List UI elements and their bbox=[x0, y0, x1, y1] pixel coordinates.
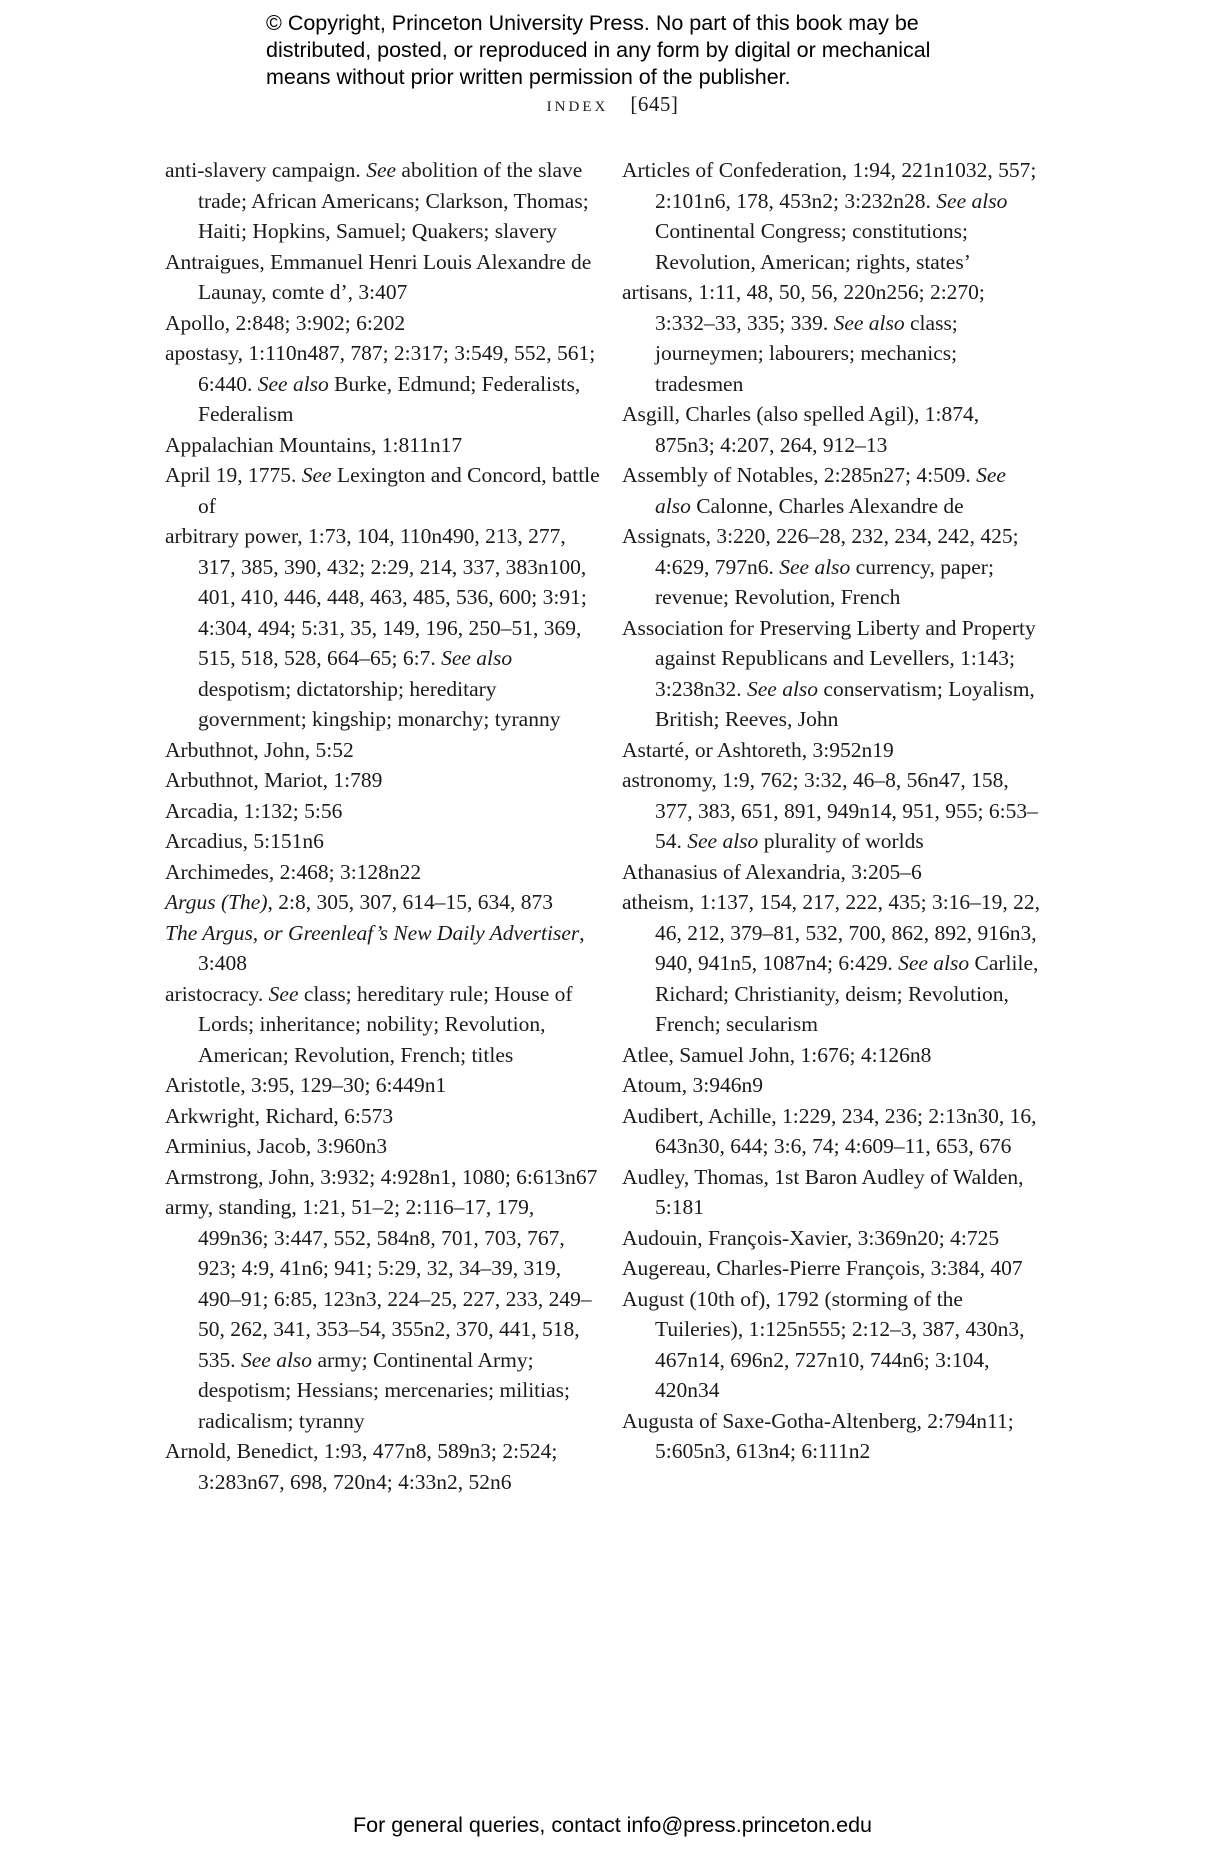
index-entry-text: Athanasius of Alexandria, 3:205–6 bbox=[622, 859, 922, 884]
index-entry bbox=[165, 735, 605, 766]
index-entry-text: astronomy, 1:9, 762; 3:32, 46–8, 56n47, 158, 377, 383, 651, 891, 949n14, 951, 955; 6:53–54. bbox=[622, 768, 1038, 853]
index-entry bbox=[165, 430, 605, 461]
index-entry bbox=[622, 1253, 1042, 1284]
index-entry bbox=[622, 521, 1042, 613]
index-entry-text: Lexington and Concord, battle of bbox=[198, 463, 600, 518]
index-entry bbox=[622, 1406, 1042, 1467]
index-entry-text: anti-slavery campaign. bbox=[165, 158, 367, 182]
index-entry bbox=[622, 887, 1042, 1040]
index-entry-italic: See also bbox=[655, 463, 1006, 518]
index-entry-text: Augereau, Charles-Pierre François, 3:384, 407 bbox=[622, 1256, 1023, 1280]
index-entry bbox=[622, 1101, 1042, 1162]
index-entry-text: Arnold, Benedict, 1:93, 477n8, 589n3; 2:524; 3:283n67, 698, 720n4; 4:33n2, 52n6 bbox=[165, 1439, 558, 1494]
index-entry-text: army, standing, 1:21, 51–2; 2:116–17, 179, 499n36; 3:447, 552, 584n8, 701, 703, 767, 923; 4:9, 41n6; 941; 5:29, 32, 34–39, 319, 490–91; 6:85, 123n3, 224–25, 227, 233, 249–50, 262, 341, 353–54, 355n2, 370, 441, 518, 535. bbox=[165, 1195, 592, 1372]
index-entry-text: conservatism; Loyalism, British; Reeves, John bbox=[655, 676, 1035, 731]
index-entry-text: Audouin, François-Xavier, 3:369n20; 4:725 bbox=[622, 1225, 1000, 1250]
index-entry bbox=[622, 399, 1042, 460]
index-entry bbox=[165, 1162, 605, 1193]
index-entry-italic: See bbox=[301, 463, 332, 487]
index-entry-italic: See also bbox=[257, 371, 329, 396]
index-entry-text: Asgill, Charles (also spelled Agil), 1:874, 875n3; 4:207, 264, 912–13 bbox=[622, 402, 980, 457]
index-entry-italic: See also bbox=[936, 188, 1008, 213]
index-entry-text: Archimedes, 2:468; 3:128n22 bbox=[165, 859, 422, 884]
index-entry-text: aristocracy. bbox=[165, 981, 269, 1006]
running-head bbox=[0, 92, 1225, 117]
index-entry-italic: See also bbox=[898, 951, 970, 975]
index-entry-text: despotism; dictatorship; hereditary government; kingship; monarchy; tyranny bbox=[198, 676, 561, 731]
index-entry bbox=[622, 460, 1042, 521]
index-entry-text: Burke, Edmund; Federalists, Federalism bbox=[198, 371, 581, 426]
index-entry-text: Carlile, Richard; Christianity, deism; Revolution, French; secularism bbox=[655, 951, 1039, 1036]
index-entry bbox=[165, 155, 605, 247]
index-entry bbox=[165, 1101, 605, 1132]
copyright-line: distributed, posted, or reproduced in any form by digital or mechanical bbox=[266, 38, 931, 62]
index-entry-text: plurality of worlds bbox=[758, 829, 924, 853]
index-entry-text: Arbuthnot, Mariot, 1:789 bbox=[165, 768, 383, 792]
index-entry-text: Calonne, Charles Alexandre de bbox=[690, 493, 964, 518]
index-entry bbox=[165, 918, 605, 979]
index-entry-text: Articles of Confederation, 1:94, 221n1032, 557; 2:101n6, 178, 453n2; 3:232n28. bbox=[622, 158, 1037, 213]
index-entry-text: class; hereditary rule; House of Lords; inheritance; nobility; Revolution, American; Revolution, French; titles bbox=[198, 981, 573, 1067]
copyright-line: © Copyright, Princeton University Press. No part of this book may be bbox=[266, 11, 919, 35]
index-entry-text: Atlee, Samuel John, 1:676; 4:126n8 bbox=[622, 1042, 932, 1067]
index-entry bbox=[165, 1131, 605, 1162]
index-entry-text: , 2:8, 305, 307, 614–15, 634, 873 bbox=[267, 890, 553, 914]
index-entry-text: Arcadia, 1:132; 5:56 bbox=[165, 798, 343, 823]
index-entry bbox=[622, 1223, 1042, 1254]
index-entry-text: Atoum, 3:946n9 bbox=[622, 1073, 763, 1097]
index-entry-text: Continental Congress; constitutions; Revolution, American; rights, states’ bbox=[655, 219, 971, 274]
index-entry-italic: The Argus, or Greenleaf’s New Daily Advertiser bbox=[165, 920, 580, 945]
index-entry-text: artisans, 1:11, 48, 50, 56, 220n256; 2:270; 3:332–33, 335; 339. bbox=[622, 280, 985, 335]
index-entry-text: army; Continental Army; despotism; Hessians; mercenaries; militias; radicalism; tyranny bbox=[198, 1347, 570, 1433]
index-entry-text: Apollo, 2:848; 3:902; 6:202 bbox=[165, 310, 406, 335]
index-entry bbox=[165, 1192, 605, 1436]
index-entry bbox=[165, 460, 605, 521]
index-entry bbox=[165, 826, 605, 857]
index-entry-italic: See also bbox=[441, 646, 513, 670]
index-column-left bbox=[165, 155, 605, 1497]
index-entry-text: , 3:408 bbox=[198, 920, 585, 975]
index-entry bbox=[165, 765, 605, 796]
index-entry-text: Arbuthnot, John, 5:52 bbox=[165, 737, 354, 762]
index-entry-text: apostasy, 1:110n487, 787; 2:317; 3:549, 552, 561; 6:440. bbox=[165, 341, 596, 396]
index-entry-text: Arcadius, 5:151n6 bbox=[165, 829, 324, 853]
page-number: [645] bbox=[630, 92, 679, 116]
index-entry-text: Aristotle, 3:95, 129–30; 6:449n1 bbox=[165, 1073, 447, 1097]
index-entry bbox=[165, 1070, 605, 1101]
running-head-label: index bbox=[546, 92, 609, 116]
index-entry-italic: See also bbox=[746, 676, 819, 701]
index-entry bbox=[622, 735, 1042, 766]
index-entry-italic: See also bbox=[779, 554, 851, 579]
index-entry-italic: See bbox=[268, 981, 299, 1006]
index-entry-text: class; journeymen; labourers; mechanics; tradesmen bbox=[655, 310, 958, 396]
index-entry-text: Association for Preserving Liberty and Property against Republicans and Levellers, 1:143; 3:238n32. bbox=[622, 615, 1036, 701]
index-entry-text: Assignats, 3:220, 226–28, 232, 234, 242, 425; 4:629, 797n6. bbox=[622, 524, 1019, 579]
index-entry-italic: See bbox=[366, 158, 397, 182]
index-entry-italic: Argus (The) bbox=[165, 890, 268, 914]
index-entry bbox=[622, 277, 1042, 399]
copyright-notice bbox=[266, 10, 1026, 91]
index-entry bbox=[622, 613, 1042, 735]
index-entry-text: Audibert, Achille, 1:229, 234, 236; 2:13n30, 16, 643n30, 644; 3:6, 74; 4:609–11, 653, 676 bbox=[622, 1103, 1037, 1158]
index-entry-text: atheism, 1:137, 154, 217, 222, 435; 3:16–19, 22, 46, 212, 379–81, 532, 700, 862, 892, 916n3, 940, 941n5, 1087n4; 6:429. bbox=[622, 890, 1041, 975]
index-entry-text: Arminius, Jacob, 3:960n3 bbox=[165, 1134, 388, 1158]
index-entry-text: Assembly of Notables, 2:285n27; 4:509. bbox=[622, 463, 977, 487]
index-entry bbox=[165, 521, 605, 735]
index-entry bbox=[165, 1436, 605, 1497]
index-entry bbox=[165, 887, 605, 918]
index-entry-text: August (10th of), 1792 (storming of the Tuileries), 1:125n555; 2:12–3, 387, 430n3, 467n14, 696n2, 727n10, 744n6; 3:104, 420n34 bbox=[622, 1286, 1025, 1402]
index-entry-text: Antraigues, Emmanuel Henri Louis Alexandre de Launay, comte d’, 3:407 bbox=[165, 249, 592, 304]
index-entry bbox=[622, 1040, 1042, 1071]
index-entry bbox=[622, 1162, 1042, 1223]
index-entry bbox=[622, 1070, 1042, 1101]
index-entry-text: Augusta of Saxe-Gotha-Altenberg, 2:794n11; 5:605n3, 613n4; 6:111n2 bbox=[622, 1408, 1014, 1463]
index-entry bbox=[165, 796, 605, 827]
index-entry-text: April 19, 1775. bbox=[165, 463, 302, 487]
index-entry bbox=[165, 979, 605, 1071]
index-entry-text: Audley, Thomas, 1st Baron Audley of Walden, 5:181 bbox=[622, 1164, 1024, 1219]
index-entry-text: Arkwright, Richard, 6:573 bbox=[165, 1103, 394, 1128]
index-entry bbox=[165, 338, 605, 430]
index-entry bbox=[622, 155, 1042, 277]
index-entry-italic: See also bbox=[687, 829, 759, 853]
index-entry-italic: See also bbox=[241, 1347, 313, 1372]
index-entry-text: Armstrong, John, 3:932; 4:928n1, 1080; 6:613n67 bbox=[165, 1164, 598, 1189]
index-entry-text: arbitrary power, 1:73, 104, 110n490, 213, 277, 317, 385, 390, 432; 2:29, 214, 337, 383n100, 401, 410, 446, 448, 463, 485, 536, 600; 3:91; 4:304, 494; 5:31, 35, 149, 196, 250–51, 369, 515, 518, 528, 664–65; 6:7. bbox=[165, 524, 587, 670]
copyright-line: means without prior written permission of the publisher. bbox=[266, 65, 791, 89]
index-entry-text: Appalachian Mountains, 1:811n17 bbox=[165, 432, 463, 457]
index-entry bbox=[622, 1284, 1042, 1406]
index-entry-text: abolition of the slave trade; African Americans; Clarkson, Thomas; Haiti; Hopkins, Samuel; Quakers; slavery bbox=[198, 158, 589, 243]
index-entry-text: Astarté, or Ashtoreth, 3:952n19 bbox=[622, 737, 894, 762]
footer-contact: For general queries, contact info@press.princeton.edu bbox=[352, 1813, 872, 1837]
index-entry-italic: See also bbox=[833, 310, 905, 335]
index-entry bbox=[165, 857, 605, 888]
index-column-right bbox=[622, 155, 1042, 1467]
index-entry bbox=[622, 857, 1042, 888]
index-entry bbox=[165, 308, 605, 339]
index-entry bbox=[165, 247, 605, 308]
index-entry bbox=[622, 765, 1042, 857]
index-entry-text: currency, paper; revenue; Revolution, French bbox=[655, 554, 994, 609]
